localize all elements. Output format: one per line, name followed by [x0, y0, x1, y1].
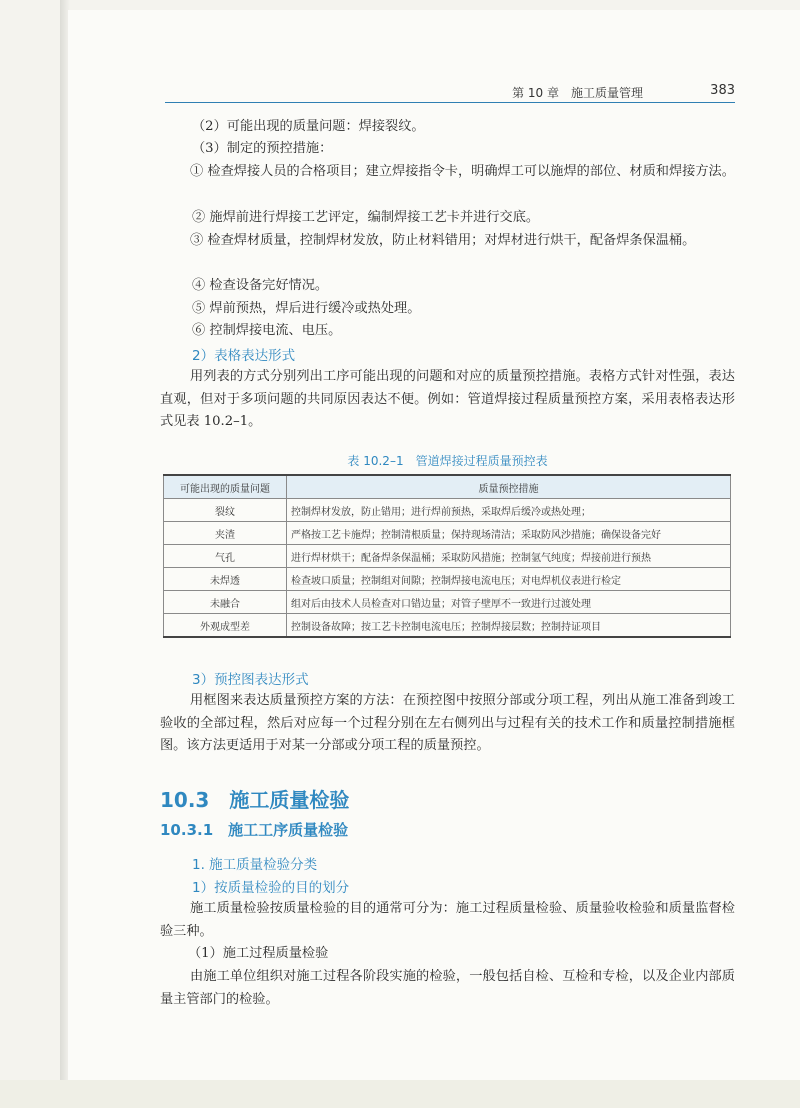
problem-cell: 外观成型差: [164, 614, 287, 638]
table-row: [164, 545, 731, 568]
chapter-title: 第 10 章 施工质量管理: [512, 86, 643, 100]
list-heading: 1）按质量检验的目的划分: [192, 880, 350, 896]
paragraph: 由施工单位组织对施工过程各阶段实施的检验，一般包括自检、互检和专检，以及企业内部质量主管部门的检验。: [160, 969, 735, 1007]
text-line: （3）制定的预控措施：: [192, 141, 333, 156]
page-number: 383: [710, 83, 735, 98]
problem-cell: 气孔: [164, 545, 287, 568]
list-item: （1）施工过程质量检验: [188, 946, 329, 961]
measure-item: ④ 检查设备完好情况。: [192, 278, 329, 293]
section-heading: 3）预控图表达形式: [192, 672, 309, 688]
measure-cell: 组对后由技术人员检查对口错边量；对管子壁厚不一致进行过渡处理: [287, 591, 731, 614]
table-row: [164, 568, 731, 591]
measure-item: ① 检查焊接人员的合格项目；建立焊接指令卡，明确焊工可以施焊的部位、材质和焊接方法。: [190, 164, 735, 179]
problem-cell: 未焊透: [164, 568, 287, 591]
measure-cell: 严格按工艺卡施焊；控制清根质量；保持现场清洁；采取防风沙措施；确保设备完好: [287, 522, 731, 545]
measure-item: ② 施焊前进行焊接工艺评定，编制焊接工艺卡并进行交底。: [192, 210, 540, 225]
measure-cell: 控制焊材发放，防止错用；进行焊前预热，采取焊后缓冷或热处理；: [287, 499, 731, 522]
table-row: [164, 591, 731, 614]
column-header: 质量预控措施: [287, 475, 731, 499]
scan-bottom-band: [0, 1080, 800, 1108]
measure-cell: 检查坡口质量；控制组对间隙；控制焊接电流电压；对电焊机仪表进行检定: [287, 568, 731, 591]
section-heading: 2）表格表达形式: [192, 348, 296, 364]
paragraph: 用列表的方式分别列出工序可能出现的问题和对应的质量预控措施。表格方式针对性强，表达直观，但对于多项问题的共同原因表达不便。例如：管道焊接过程质量预控方案，采用表格表达形式见表 10.2–1。: [160, 369, 735, 429]
quality-precontrol-table: [163, 474, 731, 638]
running-header: [165, 80, 735, 103]
text-line: （2）可能出现的质量问题：焊接裂纹。: [192, 119, 425, 134]
measure-cell: 控制设备故障；按工艺卡控制电流电压；控制焊接层数；控制持证项目: [287, 614, 731, 638]
column-header: 可能出现的质量问题: [164, 475, 287, 499]
table-row: [164, 499, 731, 522]
paragraph: 用框图来表达质量预控方案的方法：在预控图中按照分部或分项工程，列出从施工准备到竣工验收的全部过程，然后对应每一个过程分别在左右侧列出与过程有关的技术工作和质量控制措施框图。该方法更适用于对某一分部或分项工程的质量预控。: [160, 693, 735, 753]
problem-cell: 夹渣: [164, 522, 287, 545]
table-row: [164, 614, 731, 638]
problem-cell: 裂纹: [164, 499, 287, 522]
table-row: [164, 522, 731, 545]
measure-item: ⑥ 控制焊接电流、电压。: [192, 323, 342, 338]
paragraph: 施工质量检验按质量检验的目的通常可分为：施工过程质量检验、质量验收检验和质量监督检验三种。: [160, 901, 735, 939]
problem-cell: 未融合: [164, 591, 287, 614]
list-heading: 1. 施工质量检验分类: [192, 857, 318, 873]
measure-item: ③ 检查焊材质量，控制焊材发放，防止材料错用；对焊材进行烘干，配备焊条保温桶。: [190, 233, 696, 248]
table-header-row: [164, 475, 731, 499]
measure-item: ⑤ 焊前预热，焊后进行缓冷或热处理。: [192, 301, 421, 316]
table-caption: 表 10.2–1 管道焊接过程质量预控表: [347, 454, 548, 468]
subsection-title: 10.3.1 施工工序质量检验: [160, 821, 349, 839]
section-title: 10.3 施工质量检验: [160, 788, 350, 812]
measure-cell: 进行焊材烘干；配备焊条保温桶；采取防风措施；控制氩气纯度；焊接前进行预热: [287, 545, 731, 568]
